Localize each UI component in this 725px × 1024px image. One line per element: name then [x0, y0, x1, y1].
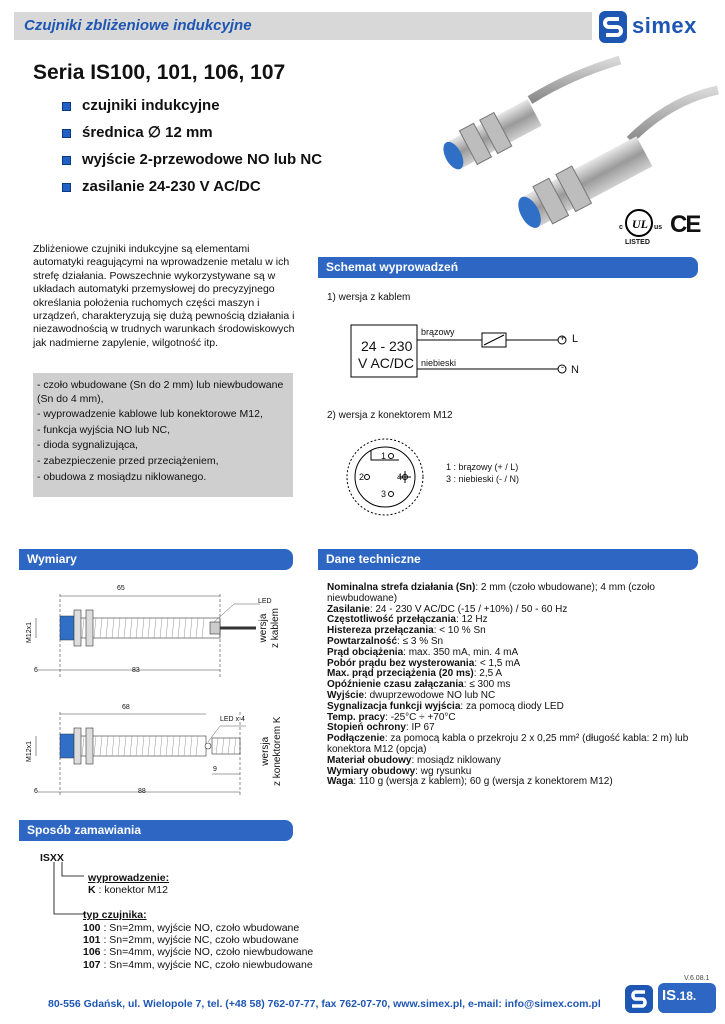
- cable-dim-total: 65: [117, 585, 125, 592]
- order-type-code: 106: [83, 946, 101, 959]
- bullet-square-icon: [62, 129, 71, 138]
- tech-key: Wyjście: [327, 689, 365, 701]
- page-title: Seria IS100, 101, 106, 107: [33, 61, 286, 84]
- tech-value: : max. 350 mA, min. 4 mA: [403, 646, 519, 658]
- conn-version-label: [260, 717, 284, 786]
- svg-text:UL: UL: [632, 217, 648, 231]
- bullet-text: czujniki indukcyjne: [82, 97, 220, 114]
- cable-version-label-line1: wersja: [258, 613, 269, 643]
- conn-dim-total: 68: [122, 704, 130, 711]
- conn-dim-connector: 9: [213, 766, 217, 773]
- order-type-item: [83, 922, 313, 934]
- conn-version-label-line2: z konektorem K: [272, 716, 283, 786]
- tech-row: [327, 583, 697, 605]
- cable-version-label-line2: z kablem: [270, 607, 281, 648]
- tech-key: Opóźnienie czasu załączania: [327, 679, 464, 691]
- page-id-prefix: IS: [662, 987, 677, 1004]
- bullet-square-icon: [62, 183, 71, 192]
- terminal-l: L: [572, 333, 579, 345]
- tech-key: Sygnalizacja funkcji wyjścia: [327, 700, 461, 712]
- bullet-text: zasilanie 24-230 V AC/DC: [82, 178, 261, 195]
- pin-legend-1: 1 : brązowy (+ / L): [446, 462, 519, 472]
- tech-value: : za pomocą kabla o przekroju 2 x 0,25 mm² (długość kabla: 2 m) lub konektora M12 (opcja): [327, 733, 689, 755]
- feature-item: - wyprowadzenie kablowe lub konektorowe M12,: [37, 408, 263, 421]
- cable-dim-body: 83: [132, 667, 140, 674]
- tech-value: : 24 - 230 V AC/DC (-15 / +10%) / 50 - 60 Hz: [369, 603, 568, 615]
- feature-item: - obudowa z mosiądzu niklowanego.: [37, 470, 207, 483]
- page-id-number: .18.: [676, 989, 697, 1003]
- pin-3-label: 3: [381, 489, 387, 499]
- conn-dim-body: 88: [138, 788, 146, 795]
- conn-version-label-line1: wersja: [260, 736, 271, 766]
- tech-value: : ≤ 3 % Sn: [397, 635, 444, 647]
- simex-logo-icon: [598, 10, 628, 44]
- tech-value: : 2 mm (czoło wbudowane); 4 mm (czoło niewbudowane): [327, 582, 655, 604]
- cable-dim-front: 6: [34, 667, 38, 674]
- conn-thread-label: M12x1: [26, 740, 33, 762]
- wire-brown-label: brązowy: [421, 327, 455, 337]
- tech-key: Częstotliwość przełączania: [327, 614, 456, 626]
- feature-item: - funkcja wyjścia NO lub NC,: [37, 423, 171, 436]
- page-id: [662, 987, 696, 1004]
- tech-key: Podłączenie: [327, 733, 385, 745]
- tech-data-heading: Dane techniczne: [318, 549, 698, 570]
- simex-footer-logo-icon: [624, 984, 654, 1014]
- order-type-desc: : Sn=4mm, wyjście NC, czoło niewbudowane: [100, 958, 313, 971]
- tech-value: : 110 g (wersja z kablem); 60 g (wersja z konektorem M12): [353, 776, 613, 788]
- order-type-item: [83, 934, 313, 946]
- supply-box-line2: V AC/DC: [358, 355, 415, 371]
- order-type-desc: : Sn=2mm, wyjście NO, czoło wbudowane: [100, 922, 300, 934]
- m12-connector-pinout: [344, 436, 426, 518]
- tech-key: Max. prąd przeciążenia (20 ms): [327, 668, 474, 680]
- conn-dim-front: 6: [34, 788, 38, 795]
- schematic-heading: Schemat wyprowadzeń: [318, 257, 698, 278]
- wire-blue-label: niebieski: [421, 358, 457, 368]
- bullet-square-icon: [62, 102, 71, 111]
- tech-value: : ≤ 300 ms: [463, 679, 511, 691]
- order-code-connector-lines: [48, 862, 88, 920]
- tech-key: Stopień ochrony: [327, 722, 406, 734]
- pin-1-label: 1: [381, 451, 387, 461]
- terminal-minus: -: [561, 362, 564, 372]
- ul-c-label: c: [619, 224, 623, 231]
- order-type-item: [83, 959, 313, 971]
- tech-value: : za pomocą diody LED: [460, 700, 564, 712]
- ul-us-label: us: [654, 224, 663, 231]
- tech-row: [327, 734, 697, 756]
- cable-thread-label: M12x1: [26, 621, 33, 643]
- order-output-code: K: [88, 884, 96, 896]
- pin-4-label: 4: [397, 472, 403, 482]
- order-type-code: 101: [83, 934, 101, 947]
- tech-key: Nominalna strefa działania (Sn): [327, 582, 476, 593]
- pin-2-label: 2: [359, 472, 365, 482]
- tech-row: [327, 777, 697, 788]
- bullet-item: [62, 177, 322, 204]
- bullet-square-icon: [62, 156, 71, 165]
- order-type-code: 100: [83, 922, 101, 934]
- pin-legend-3: 3 : niebieski (- / N): [446, 474, 520, 484]
- order-type-desc: : Sn=2mm, wyjście NC, czoło wbudowane: [100, 934, 299, 947]
- cable-version-drawing: [24, 590, 274, 682]
- supply-box-line1: 24 - 230: [361, 338, 413, 354]
- tech-value: : < 1,5 mA: [474, 657, 521, 669]
- tech-data-list: [327, 583, 697, 788]
- order-output-title: wyprowadzenie:: [88, 872, 170, 884]
- tech-key: Histereza przełączania: [327, 625, 434, 637]
- tech-value: : < 10 % Sn: [433, 625, 486, 637]
- dimensions-heading: Wymiary: [19, 549, 293, 570]
- bullet-text: wyjście 2-przewodowe NO lub NC: [82, 151, 323, 168]
- tech-key: Temp. pracy: [327, 711, 386, 723]
- order-type-desc: : Sn=4mm, wyjście NO, czoło niewbudowane: [100, 946, 314, 959]
- intro-paragraph: Zbliżeniowe czujniki indukcyjne są elementami automatyki reagującymi na wprowadzenie metalu w ich strefę działania. Powszechnie wykorzystywane są w układach automatyki przemysłowej do precyzyjnego określania położenia ruchomych części maszyn i urządzeń, charakteryzują się dużą pewnością działania i niezawodnością w trudnych warunkach środowiskowych jak nadmierne zapylenie, wilgotność itp.: [33, 243, 295, 349]
- cable-version-label: [258, 608, 282, 648]
- cable-version-title: 1) wersja z kablem: [327, 292, 411, 303]
- ordering-heading: Sposób zamawiania: [19, 820, 293, 841]
- tech-key: Materiał obudowy: [327, 754, 412, 766]
- tech-key: Waga: [327, 776, 354, 788]
- ul-listed-label: LISTED: [625, 239, 650, 246]
- bullet-item: [62, 150, 322, 177]
- terminal-n: N: [571, 364, 579, 376]
- order-output-option: [88, 884, 168, 896]
- tech-value: : wg rysunku: [415, 765, 472, 777]
- features-list: [37, 379, 289, 486]
- order-type-list: [83, 922, 313, 971]
- bullet-item: [62, 123, 322, 150]
- order-code: ISXX: [40, 852, 64, 864]
- conn-led-label: LED x 4: [220, 716, 245, 723]
- order-output-desc: : konektor M12: [95, 884, 168, 896]
- bullet-text: średnica ∅ 12 mm: [82, 124, 213, 141]
- tech-value: : IP 67: [405, 722, 435, 734]
- order-type-item: [83, 946, 313, 958]
- tech-key: Pobór prądu bez wysterowania: [327, 657, 475, 669]
- bullet-item: [62, 96, 322, 123]
- tech-key: Wymiary obudowy: [327, 765, 416, 777]
- tech-key: Powtarzalność: [327, 635, 398, 647]
- cable-led-label: LED: [258, 598, 272, 605]
- order-type-code: 107: [83, 958, 101, 971]
- ce-mark-icon: CE: [670, 211, 700, 238]
- tech-value: : 2,5 A: [473, 668, 503, 680]
- terminal-plus: +: [560, 333, 566, 343]
- footer-address: 80-556 Gdańsk, ul. Wielopole 7, tel. (+48 58) 762-07-77, fax 762-07-70, www.simex.pl, e-mail: info@simex.com.pl: [48, 998, 601, 1010]
- category-title: Czujniki zbliżeniowe indukcyjne: [24, 17, 252, 34]
- order-type-title: typ czujnika:: [83, 909, 147, 921]
- tech-value: : dwuprzewodowe NO lub NC: [364, 689, 496, 701]
- feature-item: - zabezpieczenie przed przeciążeniem,: [37, 454, 219, 467]
- tech-value: : 12 Hz: [455, 614, 488, 626]
- document-version: V.6.08.1: [684, 975, 710, 982]
- feature-item: - czoło wbudowane (Sn do 2 mm) lub niewbudowane (Sn do 4 mm),: [37, 379, 284, 405]
- tech-value: : mosiądz niklowany: [411, 754, 501, 766]
- tech-value: : -25°C ÷ +70°C: [385, 711, 456, 723]
- tech-key: Zasilanie: [327, 603, 370, 615]
- connector-version-title: 2) wersja z konektorem M12: [327, 410, 453, 421]
- feature-item: - dioda sygnalizująca,: [37, 439, 138, 452]
- feature-bullets: [62, 96, 322, 204]
- brand-name: simex: [632, 13, 697, 38]
- tech-key: Prąd obciążenia: [327, 646, 404, 658]
